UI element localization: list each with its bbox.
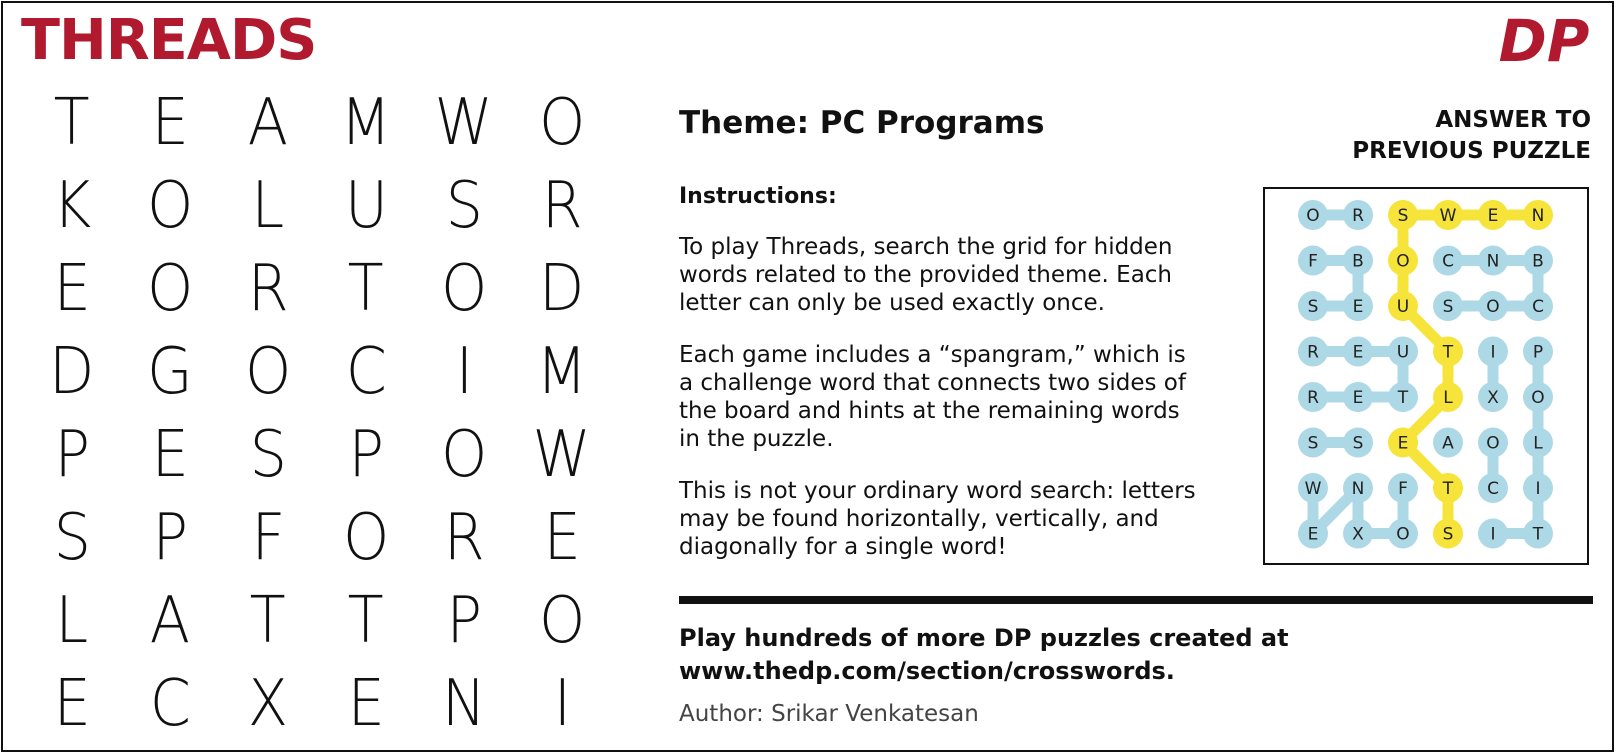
answer-letter: O [1486, 433, 1500, 454]
answer-letter: T [1532, 524, 1544, 545]
answer-letter: O [1486, 297, 1500, 317]
grid-letter: E [151, 85, 189, 160]
promo-line: Play hundreds of more DP puzzles created at [679, 624, 1289, 652]
grid-cell [219, 164, 317, 247]
grid-cell [121, 579, 219, 662]
grid-cell [219, 579, 317, 662]
grid-cell [23, 662, 121, 745]
text-line: diagonally for a single word! [679, 534, 1007, 560]
grid-cell [415, 662, 513, 745]
grid-cell [219, 662, 317, 745]
answer-letter: R [1307, 388, 1319, 408]
grid-letter: O [440, 417, 488, 492]
grid-letter: R [541, 168, 583, 243]
answer-letter: E [1397, 433, 1409, 454]
grid-letter: C [345, 334, 387, 409]
grid-cell [415, 247, 513, 330]
grid-cell [317, 81, 415, 164]
grid-letter: O [440, 251, 488, 326]
grid-letter: A [149, 583, 191, 658]
answer-letter: L [1533, 433, 1543, 454]
grid-letter: E [53, 251, 91, 326]
theme-heading: Theme: PC Programs [679, 105, 1045, 141]
promo-link[interactable]: www.thedp.com/section/crosswords. [679, 657, 1175, 685]
answer-letter: B [1352, 251, 1364, 272]
answer-heading-line: PREVIOUS PUZZLE [1352, 138, 1591, 164]
grid-cell [513, 330, 611, 413]
grid-letter: A [247, 85, 289, 160]
grid-cell [513, 413, 611, 496]
grid-letter: O [146, 168, 194, 243]
dp-logo-text: DP [1498, 7, 1590, 75]
grid-letter: P [446, 583, 482, 658]
grid-letter: C [149, 666, 191, 741]
answer-letter: X [1487, 388, 1499, 408]
answer-letter: S [1307, 433, 1319, 454]
answer-letter: S [1442, 524, 1454, 545]
answer-letter: S [1442, 297, 1454, 317]
answer-letter: A [1442, 433, 1454, 454]
answer-letter: C [1442, 251, 1454, 272]
grid-letter: I [455, 334, 473, 409]
grid-cell [513, 662, 611, 745]
answer-letter: E [1307, 524, 1319, 545]
grid-cell [415, 164, 513, 247]
answer-letter: W [1304, 479, 1322, 499]
grid-letter: I [553, 666, 571, 741]
grid-letter: T [54, 85, 90, 160]
grid-cell [513, 579, 611, 662]
grid-letter: O [146, 251, 194, 326]
letter-grid [23, 81, 611, 745]
grid-cell [415, 579, 513, 662]
text-line: This is not your ordinary word search: letters [679, 478, 1196, 504]
grid-letter: O [342, 500, 390, 575]
answer-letter: E [1352, 297, 1364, 317]
grid-cell [23, 247, 121, 330]
answer-letter: C [1532, 297, 1544, 317]
grid-cell [219, 81, 317, 164]
answer-heading-line: ANSWER TO [1435, 107, 1591, 133]
grid-letter: W [434, 85, 494, 160]
grid-cell [415, 496, 513, 579]
promo-text [679, 622, 1479, 688]
grid-letter: D [539, 251, 585, 326]
answer-letter: U [1396, 297, 1410, 317]
puzzle-card [1, 1, 1614, 752]
answer-grid [1265, 189, 1587, 563]
answer-letter: F [1398, 479, 1408, 499]
text-line: letter can only be used exactly once. [679, 290, 1105, 316]
grid-letter: W [532, 417, 592, 492]
grid-cell [121, 330, 219, 413]
grid-letter: R [443, 500, 485, 575]
answer-letter: O [1306, 206, 1320, 226]
grid-letter: T [250, 583, 286, 658]
answer-letter: P [1532, 342, 1544, 363]
puzzle-title: THREADS [21, 8, 317, 73]
answer-letter: B [1532, 251, 1544, 272]
answer-board [1263, 187, 1589, 565]
grid-cell [513, 247, 611, 330]
grid-letter: T [348, 583, 384, 658]
answer-letter: T [1442, 342, 1454, 363]
instructions-label: Instructions: [679, 184, 837, 209]
grid-cell [121, 413, 219, 496]
grid-letter: T [348, 251, 384, 326]
answer-letter: T [1442, 479, 1454, 499]
answer-letter: I [1490, 342, 1496, 363]
instructions-paragraph-3 [679, 477, 1239, 561]
grid-cell [317, 413, 415, 496]
grid-letter: O [538, 85, 586, 160]
grid-cell [23, 81, 121, 164]
grid-letter: P [54, 417, 90, 492]
grid-letter: O [244, 334, 292, 409]
grid-letter: L [55, 583, 89, 658]
grid-letter: L [251, 168, 285, 243]
grid-cell [219, 330, 317, 413]
answer-letter: E [1487, 206, 1499, 226]
grid-letter: N [441, 666, 487, 741]
text-line: words related to the provided theme. Each [679, 262, 1173, 288]
grid-cell [23, 496, 121, 579]
grid-letter: R [247, 251, 289, 326]
grid-cell [121, 662, 219, 745]
answer-heading [1273, 105, 1591, 167]
answer-letter: C [1487, 479, 1499, 499]
grid-cell [23, 579, 121, 662]
answer-letter: S [1397, 206, 1409, 226]
grid-letter: S [445, 168, 483, 243]
answer-letter: T [1397, 388, 1409, 408]
grid-letter: P [152, 500, 188, 575]
grid-cell [23, 413, 121, 496]
grid-cell [23, 330, 121, 413]
grid-cell [317, 579, 415, 662]
text-line: the board and hints at the remaining words [679, 398, 1180, 424]
answer-letter: F [1308, 251, 1318, 272]
grid-letter: S [53, 500, 91, 575]
grid-letter: D [49, 334, 95, 409]
grid-letter: M [340, 85, 392, 160]
grid-letter: E [53, 666, 91, 741]
answer-letter: I [1535, 479, 1541, 499]
grid-cell [317, 496, 415, 579]
grid-letter: E [347, 666, 385, 741]
instructions-paragraph-2 [679, 341, 1239, 453]
grid-cell [513, 164, 611, 247]
grid-cell [513, 81, 611, 164]
answer-letter: L [1443, 388, 1453, 408]
author-credit: Author: Srikar Venkatesan [679, 701, 979, 727]
grid-cell [219, 413, 317, 496]
answer-letter: X [1352, 524, 1364, 545]
text-line: Each game includes a “spangram,” which is [679, 342, 1186, 368]
answer-letter: N [1531, 206, 1545, 226]
grid-cell [23, 164, 121, 247]
grid-letter: X [247, 666, 289, 741]
answer-letter: W [1439, 206, 1457, 226]
grid-letter: U [344, 168, 388, 243]
grid-cell [121, 247, 219, 330]
text-line: a challenge word that connects two sides of [679, 370, 1186, 396]
answer-letter: N [1351, 479, 1365, 499]
grid-cell [317, 662, 415, 745]
grid-cell [317, 164, 415, 247]
instructions-paragraph-1 [679, 233, 1239, 317]
grid-letter: K [52, 168, 92, 243]
grid-cell [415, 413, 513, 496]
grid-cell [317, 247, 415, 330]
answer-letter: S [1307, 297, 1319, 317]
answer-letter: O [1396, 524, 1410, 545]
answer-letter: I [1490, 524, 1496, 545]
text-line: in the puzzle. [679, 426, 834, 452]
grid-letter: G [147, 334, 193, 409]
grid-cell [121, 164, 219, 247]
answer-letter: E [1352, 342, 1364, 363]
grid-letter: M [536, 334, 588, 409]
grid-cell [317, 330, 415, 413]
grid-cell [415, 81, 513, 164]
grid-letter: E [543, 500, 581, 575]
text-line: To play Threads, search the grid for hidden [679, 234, 1173, 260]
answer-letter: R [1307, 342, 1319, 363]
grid-letter: O [538, 583, 586, 658]
dp-logo-icon [1498, 7, 1590, 75]
grid-letter: E [151, 417, 189, 492]
grid-cell [219, 496, 317, 579]
grid-cell [121, 496, 219, 579]
answer-letter: U [1396, 342, 1410, 363]
answer-letter: S [1352, 433, 1364, 454]
answer-letter: O [1531, 388, 1545, 408]
grid-cell [415, 330, 513, 413]
text-line: may be found horizontally, vertically, and [679, 506, 1159, 532]
answer-letter: O [1396, 251, 1410, 272]
answer-letter: R [1352, 206, 1364, 226]
answer-letter: E [1352, 388, 1364, 408]
grid-letter: S [249, 417, 287, 492]
grid-cell [513, 496, 611, 579]
answer-letter: N [1486, 251, 1500, 272]
grid-cell [121, 81, 219, 164]
divider [679, 596, 1593, 604]
grid-letter: F [251, 500, 285, 575]
grid-cell [219, 247, 317, 330]
grid-letter: P [348, 417, 384, 492]
